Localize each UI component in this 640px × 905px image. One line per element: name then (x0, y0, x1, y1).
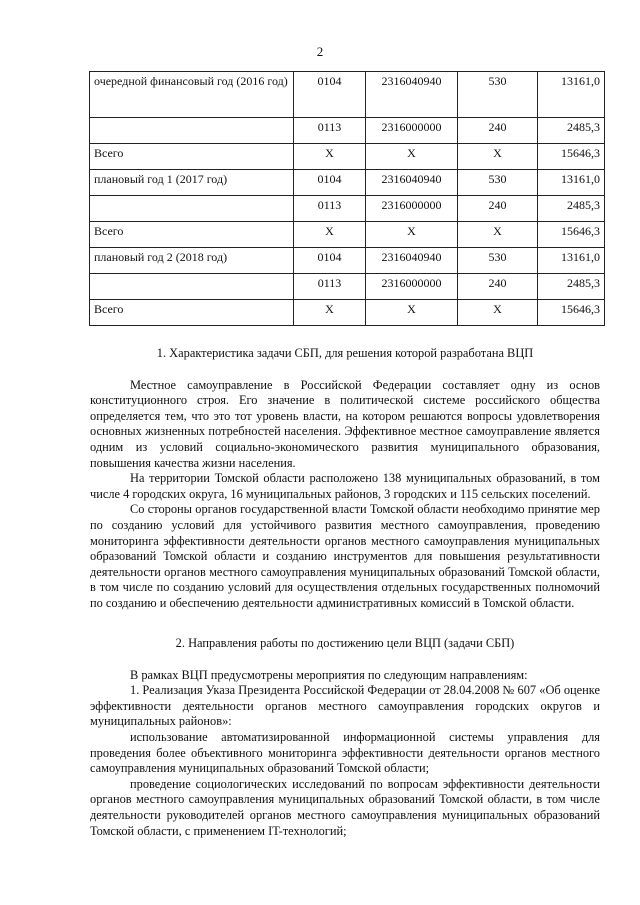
target-code-cell: Х (366, 144, 458, 170)
expense-type-cell: 530 (458, 248, 538, 274)
target-code-cell: 2316000000 (366, 274, 458, 300)
amount-cell: 2485,3 (538, 118, 605, 144)
table-row (90, 72, 605, 118)
amount-cell: 13161,0 (538, 72, 605, 118)
row-label-cell: очередной финансовый год (2016 год) (90, 72, 294, 118)
section-2 (90, 636, 600, 839)
table-row (90, 144, 605, 170)
section-1 (90, 346, 600, 612)
table-row (90, 248, 605, 274)
target-code-cell: 2316000000 (366, 118, 458, 144)
row-label-cell: Всего (90, 144, 294, 170)
section-code-cell: 0113 (294, 196, 366, 222)
expense-type-cell: Х (458, 222, 538, 248)
budget-table (89, 71, 605, 326)
amount-cell: 13161,0 (538, 248, 605, 274)
section-1-heading: 1. Характеристика задачи СБП, для решения которой разработана ВЦП (156, 346, 534, 360)
table-row (90, 222, 605, 248)
amount-cell: 15646,3 (538, 222, 605, 248)
table-row (90, 300, 605, 326)
section-code-cell: Х (294, 222, 366, 248)
section-code-cell: 0104 (294, 170, 366, 196)
amount-cell: 15646,3 (538, 144, 605, 170)
section-2-paragraph: использование автоматизированной информационной системы управления для проведения более объективного мониторинга эффективности деятельности органов местного самоуправления муниципальных образований Томской области; (90, 729, 600, 776)
expense-type-cell: Х (458, 144, 538, 170)
target-code-cell: 2316040940 (366, 248, 458, 274)
target-code-cell: Х (366, 222, 458, 248)
section-code-cell: 0113 (294, 118, 366, 144)
target-code-cell: 2316040940 (366, 72, 458, 118)
table-row (90, 170, 605, 196)
section-1-paragraph: На территории Томской области расположено 138 муниципальных образований, в том числе 4 городских округа, 16 муниципальных районов, 3 городских и 115 сельских поселений. (90, 471, 600, 501)
row-label-cell (90, 274, 294, 300)
expense-type-cell: 530 (458, 170, 538, 196)
amount-cell: 2485,3 (538, 196, 605, 222)
expense-type-cell: 240 (458, 274, 538, 300)
row-label-cell: Всего (90, 300, 294, 326)
row-label-cell (90, 118, 294, 144)
expense-type-cell: 530 (458, 72, 538, 118)
target-code-cell: 2316000000 (366, 196, 458, 222)
section-2-heading: 2. Направления работы по достижению цели ВЦП (задачи СБП) (175, 636, 515, 650)
section-code-cell: 0104 (294, 248, 366, 274)
row-label-cell (90, 196, 294, 222)
amount-cell: 13161,0 (538, 170, 605, 196)
section-code-cell: Х (294, 300, 366, 326)
section-code-cell: Х (294, 144, 366, 170)
amount-cell: 15646,3 (538, 300, 605, 326)
table-row (90, 196, 605, 222)
target-code-cell: 2316040940 (366, 170, 458, 196)
amount-cell: 2485,3 (538, 274, 605, 300)
expense-type-cell: 240 (458, 118, 538, 144)
section-2-paragraph: В рамках ВЦП предусмотрены мероприятия по следующим направлениям: (130, 667, 528, 682)
section-1-paragraph: Со стороны органов государственной власти Томской области необходимо принятие мер по созданию условий для устойчивого развития местного самоуправления, проведению мониторинга эффективности деятельности органов местного самоуправления муниципальных образований Томской области и созданию инструментов для повышения результативности деятельности органов местного самоуправления муниципальных образований Томской области, в том числе по созданию условий для осуществления отдельных государственных полномочий по созданию и обеспечению деятельности административных комиссий в Томской области. (90, 502, 600, 610)
table-row (90, 274, 605, 300)
expense-type-cell: Х (458, 300, 538, 326)
section-code-cell: 0104 (294, 72, 366, 118)
table-row (90, 118, 605, 144)
budget-table-body (90, 72, 605, 326)
page-number: 2 (316, 44, 324, 59)
expense-type-cell: 240 (458, 196, 538, 222)
section-code-cell: 0113 (294, 274, 366, 300)
section-1-paragraph: Местное самоуправление в Российской Федерации составляет одну из основ конституционного строя. Его значение в политической системе российского общества определяется тем, что это тот уровень власти, на котором решаются вопросы удовлетворения основных жизненных потребностей населения. Эффективное местное самоуправление является одним из условий социально-экономического развития муниципального образования, повышения качества жизни населения. (90, 377, 600, 470)
row-label-cell: плановый год 1 (2017 год) (90, 170, 294, 196)
row-label-cell: плановый год 2 (2018 год) (90, 248, 294, 274)
section-2-paragraph: проведение социологических исследований по вопросам эффективности деятельности органов местного самоуправления муниципальных образований Томской области, в том числе деятельности руководителей органов местного самоуправления муниципальных образований Томской области, с применением IT-технологий; (90, 776, 600, 838)
row-label-cell: Всего (90, 222, 294, 248)
section-2-paragraph: 1. Реализация Указа Президента Российской Федерации от 28.04.2008 № 607 «Об оценке эффективности деятельности органов местного самоуправления городских округов и муниципальных районов»: (90, 683, 600, 729)
target-code-cell: Х (366, 300, 458, 326)
